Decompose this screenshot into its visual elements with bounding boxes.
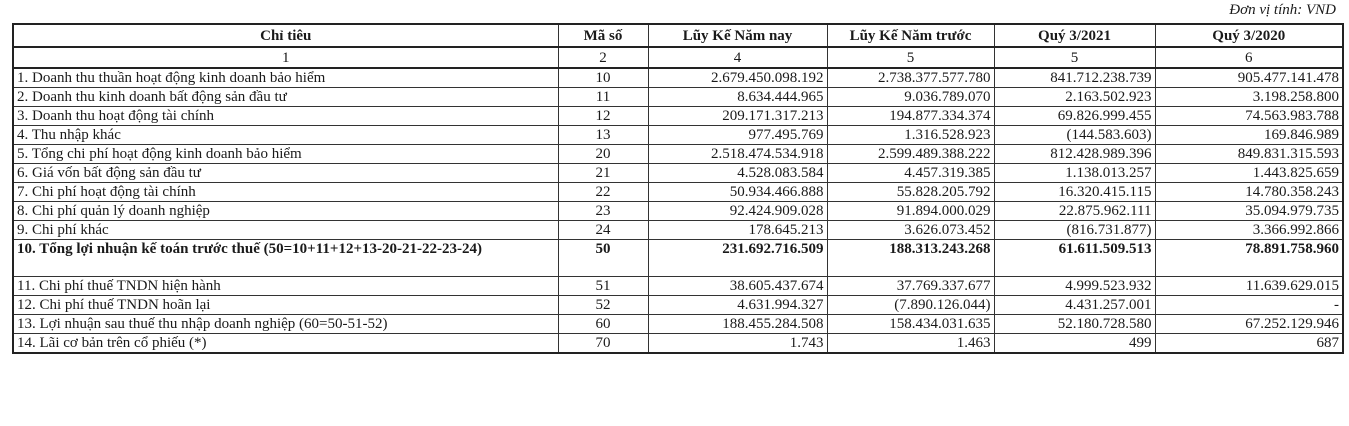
row-code: 51 bbox=[558, 277, 648, 296]
table-row bbox=[13, 334, 1343, 354]
row-code: 10 bbox=[558, 68, 648, 88]
row-code: 12 bbox=[558, 107, 648, 126]
ytd-prior-value: 91.894.000.029 bbox=[827, 202, 994, 221]
table-row bbox=[13, 240, 1343, 277]
column-number: 6 bbox=[1155, 47, 1343, 68]
header-q3-2021: Quý 3/2021 bbox=[994, 24, 1155, 47]
row-label: 8. Chi phí quản lý doanh nghiệp bbox=[13, 202, 558, 221]
header-indicator: Chỉ tiêu bbox=[13, 24, 558, 47]
q3-2021-value: 22.875.962.111 bbox=[994, 202, 1155, 221]
q3-2020-value: 14.780.358.243 bbox=[1155, 183, 1343, 202]
q3-2021-value: 69.826.999.455 bbox=[994, 107, 1155, 126]
row-label: 1. Doanh thu thuần hoạt động kinh doanh bảo hiểm bbox=[13, 68, 558, 88]
row-code: 22 bbox=[558, 183, 648, 202]
q3-2021-value: 52.180.728.580 bbox=[994, 315, 1155, 334]
ytd-prior-value: 9.036.789.070 bbox=[827, 88, 994, 107]
ytd-current-value: 209.171.317.213 bbox=[648, 107, 827, 126]
row-label: 9. Chi phí khác bbox=[13, 221, 558, 240]
q3-2020-value: 67.252.129.946 bbox=[1155, 315, 1343, 334]
row-code: 70 bbox=[558, 334, 648, 354]
q3-2020-value: 11.639.629.015 bbox=[1155, 277, 1343, 296]
row-code: 50 bbox=[558, 240, 648, 277]
q3-2020-value: 169.846.989 bbox=[1155, 126, 1343, 145]
column-number-row bbox=[13, 47, 1343, 68]
q3-2020-value: 905.477.141.478 bbox=[1155, 68, 1343, 88]
q3-2020-value: 3.366.992.866 bbox=[1155, 221, 1343, 240]
ytd-current-value: 2.679.450.098.192 bbox=[648, 68, 827, 88]
ytd-prior-value: 158.434.031.635 bbox=[827, 315, 994, 334]
q3-2021-value: 1.138.013.257 bbox=[994, 164, 1155, 183]
ytd-prior-value: 2.738.377.577.780 bbox=[827, 68, 994, 88]
table-row bbox=[13, 296, 1343, 315]
ytd-prior-value: 3.626.073.452 bbox=[827, 221, 994, 240]
ytd-current-value: 178.645.213 bbox=[648, 221, 827, 240]
row-label: 3. Doanh thu hoạt động tài chính bbox=[13, 107, 558, 126]
q3-2020-value: 849.831.315.593 bbox=[1155, 145, 1343, 164]
income-statement-table bbox=[12, 23, 1344, 354]
table-body bbox=[13, 68, 1343, 353]
q3-2020-value: - bbox=[1155, 296, 1343, 315]
row-label: 5. Tổng chi phí hoạt động kinh doanh bảo hiểm bbox=[13, 145, 558, 164]
row-code: 13 bbox=[558, 126, 648, 145]
table-row bbox=[13, 277, 1343, 296]
ytd-current-value: 2.518.474.534.918 bbox=[648, 145, 827, 164]
q3-2021-value: (816.731.877) bbox=[994, 221, 1155, 240]
ytd-current-value: 50.934.466.888 bbox=[648, 183, 827, 202]
table-row bbox=[13, 202, 1343, 221]
ytd-current-value: 1.743 bbox=[648, 334, 827, 354]
table-row bbox=[13, 145, 1343, 164]
q3-2021-value: 841.712.238.739 bbox=[994, 68, 1155, 88]
q3-2021-value: 812.428.989.396 bbox=[994, 145, 1155, 164]
ytd-prior-value: 1.463 bbox=[827, 334, 994, 354]
ytd-prior-value: (7.890.126.044) bbox=[827, 296, 994, 315]
ytd-prior-value: 37.769.337.677 bbox=[827, 277, 994, 296]
row-label: 7. Chi phí hoạt động tài chính bbox=[13, 183, 558, 202]
q3-2021-value: 2.163.502.923 bbox=[994, 88, 1155, 107]
ytd-current-value: 231.692.716.509 bbox=[648, 240, 827, 277]
row-code: 60 bbox=[558, 315, 648, 334]
ytd-current-value: 4.528.083.584 bbox=[648, 164, 827, 183]
row-code: 20 bbox=[558, 145, 648, 164]
table-row bbox=[13, 315, 1343, 334]
header-ytd-current: Lũy Kế Năm nay bbox=[648, 24, 827, 47]
q3-2021-value: (144.583.603) bbox=[994, 126, 1155, 145]
q3-2020-value: 35.094.979.735 bbox=[1155, 202, 1343, 221]
table-row bbox=[13, 107, 1343, 126]
ytd-current-value: 4.631.994.327 bbox=[648, 296, 827, 315]
q3-2021-value: 16.320.415.115 bbox=[994, 183, 1155, 202]
table-row bbox=[13, 68, 1343, 88]
row-code: 52 bbox=[558, 296, 648, 315]
row-code: 23 bbox=[558, 202, 648, 221]
ytd-current-value: 38.605.437.674 bbox=[648, 277, 827, 296]
row-code: 21 bbox=[558, 164, 648, 183]
header-q3-2020: Quý 3/2020 bbox=[1155, 24, 1343, 47]
ytd-prior-value: 1.316.528.923 bbox=[827, 126, 994, 145]
header-ytd-prior: Lũy Kế Năm trước bbox=[827, 24, 994, 47]
ytd-current-value: 92.424.909.028 bbox=[648, 202, 827, 221]
row-code: 11 bbox=[558, 88, 648, 107]
q3-2020-value: 74.563.983.788 bbox=[1155, 107, 1343, 126]
column-number: 5 bbox=[827, 47, 994, 68]
unit-note: Đơn vị tính: VND bbox=[1229, 2, 1336, 18]
ytd-prior-value: 55.828.205.792 bbox=[827, 183, 994, 202]
table-row bbox=[13, 126, 1343, 145]
column-number: 5 bbox=[994, 47, 1155, 68]
column-number: 1 bbox=[13, 47, 558, 68]
ytd-current-value: 8.634.444.965 bbox=[648, 88, 827, 107]
row-label: 13. Lợi nhuận sau thuế thu nhập doanh nghiệp (60=50-51-52) bbox=[13, 315, 558, 334]
row-code: 24 bbox=[558, 221, 648, 240]
column-number: 2 bbox=[558, 47, 648, 68]
q3-2021-value: 4.999.523.932 bbox=[994, 277, 1155, 296]
row-label: 11. Chi phí thuế TNDN hiện hành bbox=[13, 277, 558, 296]
table-row bbox=[13, 164, 1343, 183]
header-code: Mã số bbox=[558, 24, 648, 47]
ytd-current-value: 188.455.284.508 bbox=[648, 315, 827, 334]
header-row bbox=[13, 24, 1343, 47]
table-row bbox=[13, 88, 1343, 107]
row-label: 4. Thu nhập khác bbox=[13, 126, 558, 145]
column-number: 4 bbox=[648, 47, 827, 68]
row-label: 14. Lãi cơ bản trên cổ phiếu (*) bbox=[13, 334, 558, 354]
q3-2020-value: 78.891.758.960 bbox=[1155, 240, 1343, 277]
ytd-prior-value: 2.599.489.388.222 bbox=[827, 145, 994, 164]
row-label: 10. Tổng lợi nhuận kế toán trước thuế (50=10+11+12+13-20-21-22-23-24) bbox=[13, 240, 558, 277]
q3-2020-value: 3.198.258.800 bbox=[1155, 88, 1343, 107]
row-label: 6. Giá vốn bất động sản đầu tư bbox=[13, 164, 558, 183]
table-row bbox=[13, 221, 1343, 240]
ytd-prior-value: 188.313.243.268 bbox=[827, 240, 994, 277]
ytd-prior-value: 4.457.319.385 bbox=[827, 164, 994, 183]
row-label: 12. Chi phí thuế TNDN hoãn lại bbox=[13, 296, 558, 315]
q3-2021-value: 4.431.257.001 bbox=[994, 296, 1155, 315]
row-label: 2. Doanh thu kinh doanh bất động sản đầu tư bbox=[13, 88, 558, 107]
q3-2020-value: 1.443.825.659 bbox=[1155, 164, 1343, 183]
table-row bbox=[13, 183, 1343, 202]
q3-2021-value: 61.611.509.513 bbox=[994, 240, 1155, 277]
ytd-prior-value: 194.877.334.374 bbox=[827, 107, 994, 126]
ytd-current-value: 977.495.769 bbox=[648, 126, 827, 145]
q3-2021-value: 499 bbox=[994, 334, 1155, 354]
q3-2020-value: 687 bbox=[1155, 334, 1343, 354]
